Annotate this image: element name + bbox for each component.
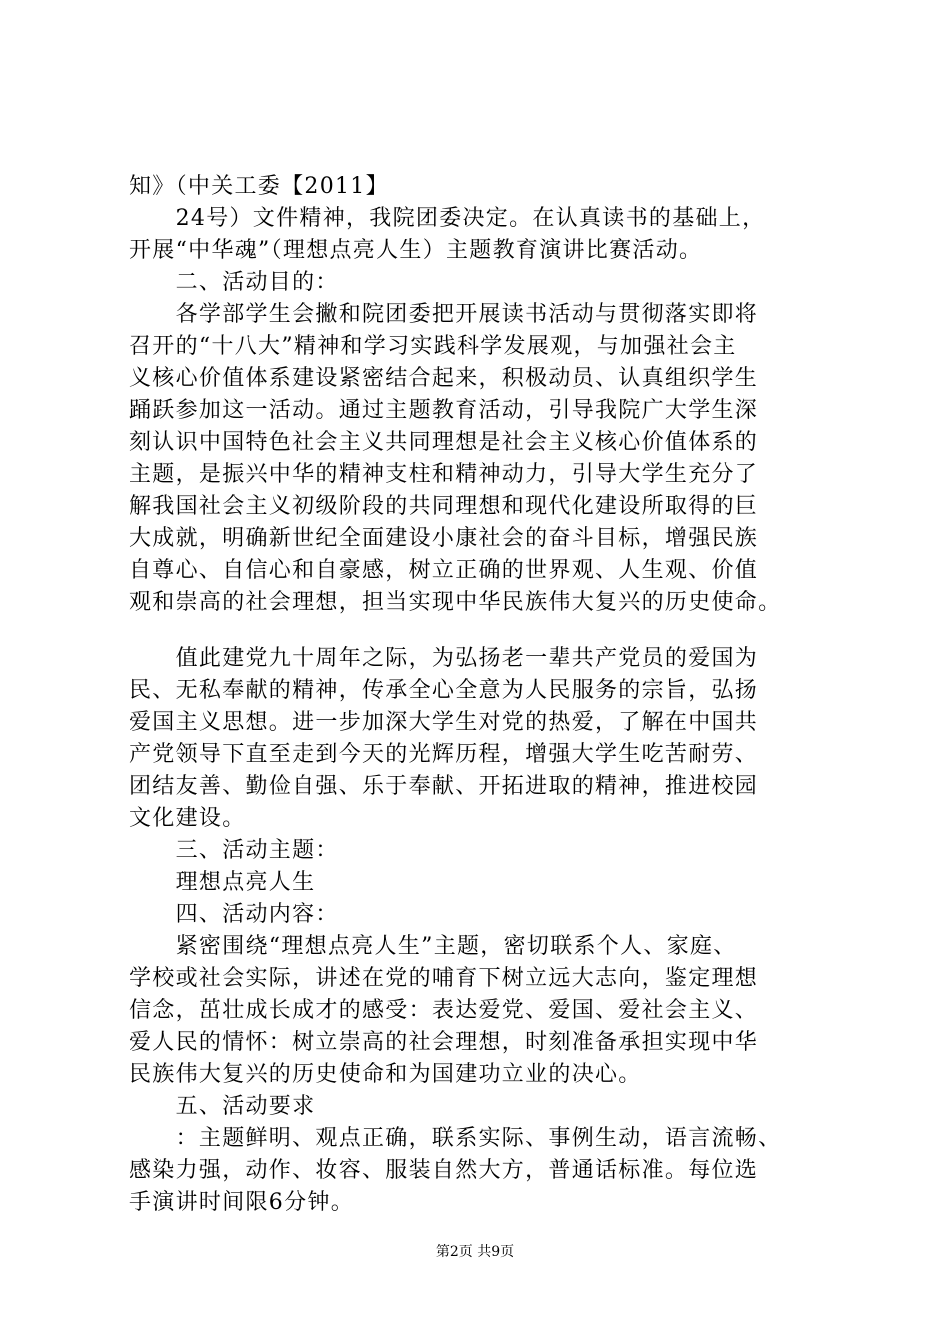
text-line: 文化建设。	[129, 806, 246, 831]
text-line: 知》（中关工委【2011】	[129, 174, 389, 199]
text-line: 五、活动要求	[129, 1094, 316, 1119]
text-line: 召开的“十八大”精神和学习实践科学发展观，与加强社会主	[129, 334, 737, 359]
text-line: 踊跃参加这一活动。通过主题教育活动，引导我院广大学生深	[129, 398, 759, 423]
text-line: 刻认识中国特色社会主义共同理想是社会主义核心价值体系的	[129, 430, 759, 455]
text-line: 信念，茁壮成长成才的感受：表达爱党、爱国、爱社会主义、	[129, 998, 759, 1023]
text-line: 理想点亮人生	[129, 870, 316, 895]
text-line: 手演讲时间限6分钟。	[129, 1190, 354, 1215]
text-line: 团结友善、勤俭自强、乐于奉献、开拓进取的精神，推进校园	[129, 774, 759, 799]
text-line: 民、无私奉献的精神，传承全心全意为人民服务的宗旨，弘扬	[129, 678, 759, 703]
text-line: 爱人民的情怀：树立崇高的社会理想，时刻准备承担实现中华	[129, 1030, 759, 1055]
text-line: 产党领导下直至走到今天的光辉历程，增强大学生吃苦耐劳、	[129, 742, 759, 767]
text-line: 各学部学生会撇和院团委把开展读书活动与贯彻落实即将	[129, 302, 759, 327]
text-line: 主题，是振兴中华的精神支柱和精神动力，引导大学生充分了	[129, 462, 759, 487]
text-line: 自尊心、自信心和自豪感，树立正确的世界观、人生观、价值	[129, 558, 759, 583]
page-footer: 第2页 共9页	[435, 1244, 515, 1260]
text-line: 解我国社会主义初级阶段的共同理想和现代化建设所取得的巨	[129, 494, 759, 519]
text-line: 开展“中华魂”（理想点亮人生）主题教育演讲比赛活动。	[129, 238, 703, 263]
text-line: 四、活动内容：	[129, 902, 339, 927]
document-body	[129, 171, 859, 1219]
text-line: 值此建党九十周年之际，为弘扬老一辈共产党员的爱国为	[129, 646, 759, 671]
paragraph-gap	[129, 619, 859, 643]
text-line: ：主题鲜明、观点正确，联系实际、事例生动，语言流畅、	[129, 1126, 782, 1151]
text-line: 大成就，明确新世纪全面建设小康社会的奋斗目标，增强民族	[129, 526, 759, 551]
text-line: 24号）文件精神，我院团委决定。在认真读书的基础上，	[129, 206, 766, 231]
text-line: 义核心价值体系建设紧密结合起来，积极动员、认真组织学生	[129, 366, 759, 391]
text-line: 三、活动主题：	[129, 838, 339, 863]
text-line: 民族伟大复兴的历史使命和为国建功立业的决心。	[129, 1062, 642, 1087]
text-line: 学校或社会实际，讲述在党的哺育下树立远大志向，鉴定理想	[129, 966, 759, 991]
text-line: 二、活动目的：	[129, 270, 339, 295]
text-line: 感染力强，动作、妆容、服装自然大方，普通话标准。每位选	[129, 1158, 759, 1183]
text-line: 观和崇高的社会理想，担当实现中华民族伟大复兴的历史使命。	[129, 590, 782, 615]
text-line: 紧密围绕“理想点亮人生”主题，密切联系个人、家庭、	[129, 934, 737, 959]
text-line: 爱国主义思想。进一步加深大学生对党的热爱，了解在中国共	[129, 710, 759, 735]
